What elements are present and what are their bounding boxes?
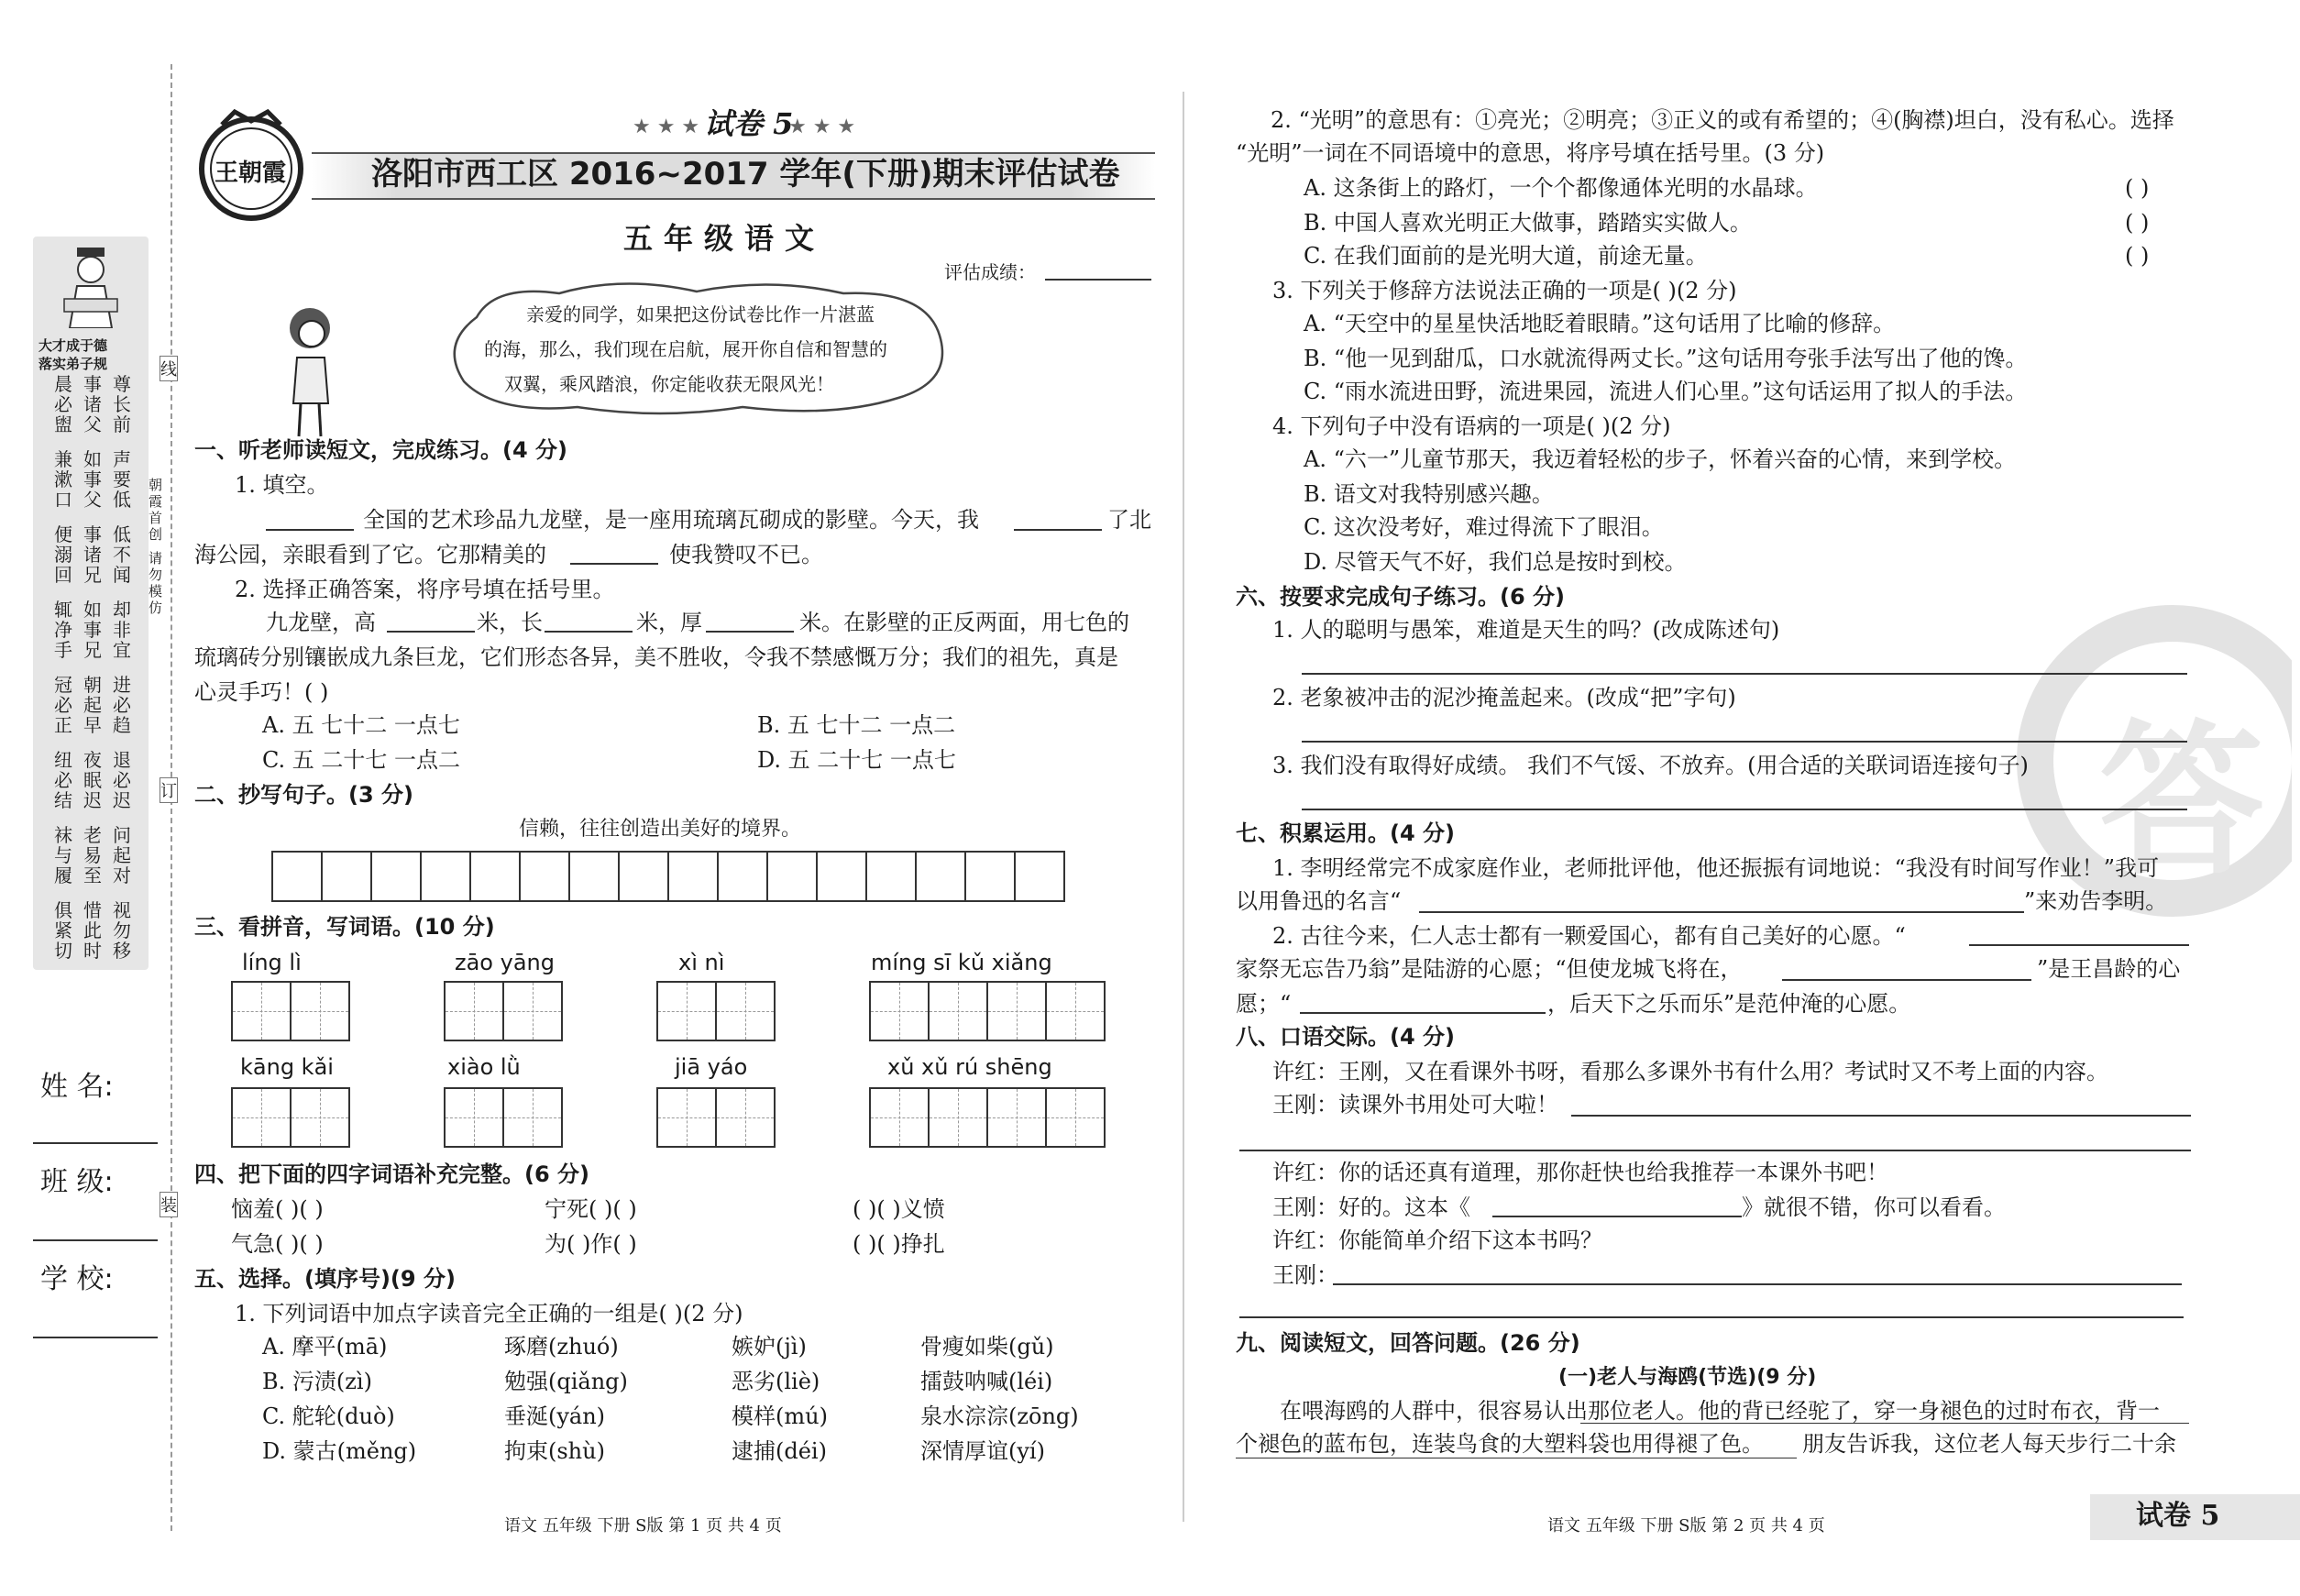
greeting-line-1: 亲爱的同学，如果把这份试卷比作一片湛蓝 bbox=[526, 303, 875, 325]
section-7-title: 七、积累运用。(4 分) bbox=[1236, 820, 1455, 846]
q2-option-a: A. 这条街上的路灯，一个个都像通体光明的水晶球。 bbox=[1304, 175, 1818, 201]
s7-line4b: ”是王昌龄的心 bbox=[2037, 956, 2181, 982]
s5-d3: 逮捕(déi) bbox=[732, 1438, 827, 1464]
pinyin-xini: xì nì bbox=[678, 950, 725, 975]
stars-right: ★ ★ ★ bbox=[788, 116, 856, 138]
s1-option-b[interactable]: B. 五 七十二 一点二 bbox=[757, 712, 956, 738]
s1-q1: 1. 填空。 bbox=[235, 472, 329, 498]
s5-c4: 泉水淙淙(zōng) bbox=[920, 1403, 1079, 1429]
s4-item-2[interactable]: 宁死( )( ) bbox=[545, 1196, 637, 1222]
q2-paren-b[interactable]: ( ) bbox=[2125, 210, 2150, 236]
q2-line1: 2. “光明”的意思有：①亮光；②明亮；③正义的或有希望的；④(胸襟)坦白，没有私心。选择 bbox=[1271, 107, 2174, 133]
grid-mingsikuxiang[interactable] bbox=[869, 981, 1106, 1041]
s5-b1[interactable]: B. 污渍(zì) bbox=[262, 1369, 372, 1394]
brand-logo bbox=[194, 108, 308, 222]
q2-line2: “光明”一词在不同语境中的意思，将序号填在括号里。(3 分) bbox=[1236, 140, 1825, 166]
s1-option-d[interactable]: D. 五 二十七 一点七 bbox=[757, 747, 956, 773]
sidebar-column: 声要低 bbox=[113, 448, 131, 511]
s5-b3: 恶劣(liè) bbox=[732, 1369, 820, 1394]
footer-left: 语文 五年级 下册 S版 第 1 页 共 4 页 bbox=[504, 1516, 782, 1535]
s1-blank-thickness[interactable] bbox=[706, 631, 794, 633]
footer-right: 语文 五年级 下册 S版 第 2 页 共 4 页 bbox=[1547, 1516, 1825, 1535]
sidebar-column: 冠必正 bbox=[54, 674, 72, 736]
s4-item-5[interactable]: 为( )作( ) bbox=[545, 1231, 637, 1257]
school-label: 学 校: bbox=[40, 1263, 114, 1295]
s1-q1-line1b: 了北 bbox=[1107, 507, 1151, 533]
s7-line4a: 家祭无忘告乃翁”是陆游的心愿；“但使龙城飞将在， bbox=[1236, 956, 1743, 982]
grid-kangkai[interactable] bbox=[231, 1087, 350, 1148]
q4-option-d[interactable]: D. 尽管天气不好，我们总是按时到校。 bbox=[1304, 549, 1687, 575]
s8-answer-line-3[interactable] bbox=[1333, 1283, 2182, 1285]
section-1-title: 一、听老师读短文，完成练习。(4 分) bbox=[194, 437, 567, 463]
sidebar-column: 朝起早 bbox=[83, 674, 102, 736]
score-field[interactable] bbox=[1045, 279, 1151, 281]
sidebar-column: 如事父 bbox=[83, 448, 102, 511]
s4-item-1[interactable]: 恼羞( )( ) bbox=[231, 1196, 324, 1222]
cut-mark-1: 线 bbox=[160, 356, 178, 381]
sidebar-column: 事诸父 bbox=[83, 373, 102, 435]
name-label: 姓 名: bbox=[40, 1071, 114, 1103]
grid-zaoyang[interactable] bbox=[444, 981, 563, 1041]
sidebar-motto-panel bbox=[33, 237, 149, 970]
s8-line5: 许红：你能简单介绍下这本书吗？ bbox=[1272, 1227, 1602, 1253]
s5-c1[interactable]: C. 舵轮(duò) bbox=[262, 1403, 395, 1429]
corner-paper-number: 试卷 5 bbox=[2136, 1500, 2220, 1532]
s8-blank-book[interactable] bbox=[1492, 1216, 1742, 1217]
greeting-line-3: 双翼，乘风踏浪，你定能收获无限风光！ bbox=[504, 373, 834, 395]
sidebar-column: 辄净手 bbox=[54, 599, 72, 661]
s1-blank-3[interactable] bbox=[570, 563, 658, 565]
s4-item-3[interactable]: ( )( )义愤 bbox=[853, 1196, 945, 1222]
s7-blank-luyou[interactable] bbox=[1969, 944, 2189, 946]
s1-blank-height[interactable] bbox=[387, 631, 475, 633]
section-2-title: 二、抄写句子。(3 分) bbox=[194, 782, 413, 808]
pinyin-xiaolv: xiào lǜ bbox=[447, 1054, 521, 1080]
greeting-line-2: 的海，那么，我们现在启航，展开你自信和智慧的 bbox=[484, 338, 887, 360]
s7-line3a: 2. 古往今来，仁人志士都有一颗爱国心，都有自己美好的心愿。“ bbox=[1272, 923, 1906, 949]
s7-blank-wangchangling[interactable] bbox=[1782, 979, 2031, 981]
sidebar-column: 夜眠迟 bbox=[83, 749, 102, 811]
s2-sentence: 信赖，往往创造出美好的境界。 bbox=[519, 818, 802, 841]
s7-line2a: 以用鲁迅的名言“ bbox=[1236, 888, 1402, 914]
sidebar-column: 却非宜 bbox=[113, 599, 131, 661]
s8-answer-line-1[interactable] bbox=[1571, 1115, 2191, 1117]
s1-q1-line2b: 使我赞叹不已。 bbox=[669, 542, 823, 567]
name-field[interactable] bbox=[33, 1142, 158, 1144]
section-8-title: 八、口语交际。(4 分) bbox=[1236, 1024, 1455, 1050]
s9-underline-1 bbox=[1580, 1423, 2189, 1424]
sidebar-column: 退必迟 bbox=[113, 749, 131, 811]
s5-d1[interactable]: D. 蒙古(měng) bbox=[262, 1438, 417, 1464]
s8-answer-line-4[interactable] bbox=[1239, 1316, 2184, 1318]
s8-line1: 许红：王刚，又在看课外书呀，看那么多课外书有什么用？考试时又不考上面的内容。 bbox=[1272, 1059, 2108, 1084]
q3-option-c[interactable]: C. “雨水流进田野，流进果园，流进人们心里。”这句话运用了拟人的手法。 bbox=[1304, 379, 2028, 404]
s1-q1-line2a: 海公园，亲眼看到了它。它那精美的 bbox=[194, 542, 546, 567]
sidebar-column: 便溺回 bbox=[54, 523, 72, 586]
sidebar-column: 问起对 bbox=[113, 824, 131, 886]
s7-line5a: 愿；“ bbox=[1236, 991, 1292, 1017]
section-3-title: 三、看拼音，写词语。(10 分) bbox=[194, 914, 495, 940]
s7-line1: 1. 李明经常完不成家庭作业，老师批评他，他还振振有词地说：“我没有时间写作业！”我可 bbox=[1272, 855, 2160, 881]
s5-c2: 垂涎(yán) bbox=[504, 1403, 606, 1429]
sidebar-column: 如事兄 bbox=[83, 599, 102, 661]
s1-blank-2[interactable] bbox=[1014, 529, 1102, 531]
s5-a3: 嫉妒(jì) bbox=[732, 1334, 807, 1359]
copyright-note-2: 请勿模仿 bbox=[149, 550, 163, 616]
sidebar-column: 晨必盥 bbox=[54, 373, 72, 435]
score-label: 评估成绩： bbox=[944, 261, 1036, 283]
s5-a2: 琢磨(zhuó) bbox=[504, 1334, 619, 1359]
pinyin-xuxurusheng: xǔ xǔ rú shēng bbox=[887, 1054, 1052, 1080]
sidebar-column: 事诸兄 bbox=[83, 523, 102, 586]
s5-a4: 骨瘦如柴(gǔ) bbox=[920, 1334, 1054, 1359]
s6-answer-line-2[interactable] bbox=[1302, 741, 2187, 743]
q2-paren-a[interactable]: ( ) bbox=[2125, 175, 2150, 201]
s8-line2: 王刚：读课外书用处可大啦！ bbox=[1272, 1092, 1558, 1117]
sidebar-column: 低不闻 bbox=[113, 523, 131, 586]
s1-q2-line1b: 米，长 bbox=[477, 610, 543, 635]
grid-xiaolv[interactable] bbox=[444, 1087, 563, 1148]
section-6-title: 六、按要求完成句子练习。(6 分) bbox=[1236, 584, 1565, 610]
s4-item-6[interactable]: ( )( )挣扎 bbox=[853, 1231, 945, 1257]
sidebar-column: 俱紧切 bbox=[54, 899, 72, 962]
s8-line3: 许红：你的话还真有道理，那你赶快也给我推荐一本课外书吧！ bbox=[1272, 1160, 1888, 1185]
s9-paragraph-line2b: 朋友告诉我，这位老人每天步行二十余 bbox=[1802, 1431, 2176, 1457]
sidebar-column: 老易至 bbox=[83, 824, 102, 886]
s1-q2-line1c: 米，厚 bbox=[636, 610, 702, 635]
logo-text: 王朝霞 bbox=[215, 160, 287, 187]
s4-item-4[interactable]: 气急( )( ) bbox=[231, 1231, 324, 1257]
section-4-title: 四、把下面的四字词语补充完整。(6 分) bbox=[194, 1161, 589, 1187]
s1-option-a[interactable]: A. 五 七十二 一点七 bbox=[262, 712, 460, 738]
scholar-illustration bbox=[61, 246, 121, 328]
s7-blank-luxun[interactable] bbox=[1419, 911, 2024, 913]
q2-option-c: C. 在我们面前的是光明大道，前途无量。 bbox=[1304, 243, 1708, 269]
s5-b2: 勉强(qiǎng) bbox=[504, 1369, 628, 1394]
section-5-title: 五、选择。(填序号)(9 分) bbox=[194, 1266, 456, 1292]
q4-option-c[interactable]: C. 这次没考好，难过得流下了眼泪。 bbox=[1304, 514, 1664, 540]
s9-passage-title: (一)老人与海鸥(节选)(9 分) bbox=[1558, 1366, 1817, 1389]
s5-d2: 拘束(shù) bbox=[504, 1438, 605, 1464]
q3-option-b[interactable]: B. “他一见到甜瓜，口水就流得两丈长。”这句话用夸张手法写出了他的馋。 bbox=[1304, 346, 2028, 371]
sidebar-column: 视勿移 bbox=[113, 899, 131, 962]
s6-answer-line-3[interactable] bbox=[1302, 809, 2187, 810]
sidebar-column: 进必趋 bbox=[113, 674, 131, 736]
s1-q2-line1a: 九龙壁，高 bbox=[266, 610, 376, 635]
copyright-note-1: 朝霞首创 bbox=[149, 477, 163, 543]
s1-q1-line1a: 全国的艺术珍品九龙壁，是一座用琉璃瓦砌成的影壁。今天，我 bbox=[363, 507, 979, 533]
s6-item-2: 2. 老象被冲击的泥沙掩盖起来。(改成“把”字句) bbox=[1272, 685, 1736, 710]
s8-answer-line-2[interactable] bbox=[1239, 1150, 2191, 1151]
s8-line4a: 王刚：好的。这本《 bbox=[1272, 1194, 1470, 1220]
q4: 4. 下列句子中没有语病的一项是( )(2 分) bbox=[1272, 413, 1671, 439]
motto-line-1: 大才成于德 bbox=[39, 337, 108, 354]
q4-option-a[interactable]: A. “六一”儿童节那天，我迈着轻松的步子，怀着兴奋的心情，来到学校。 bbox=[1304, 446, 2017, 472]
s5-b4: 擂鼓呐喊(léi) bbox=[920, 1369, 1053, 1394]
q2-option-b: B. 中国人喜欢光明正大做事，踏踏实实做人。 bbox=[1304, 210, 1752, 236]
girl-mascot bbox=[284, 303, 341, 438]
sidebar-column: 纽必结 bbox=[54, 749, 72, 811]
school-field[interactable] bbox=[33, 1337, 158, 1338]
s8-line6: 王刚： bbox=[1272, 1262, 1338, 1288]
pinyin-jiayao: jiā yáo bbox=[675, 1054, 748, 1080]
s6-item-3: 3. 我们没有取得好成绩。 我们不气馁、不放弃。(用合适的关联词语连接句子) bbox=[1272, 753, 2029, 778]
pinyin-mingsikuxiang: míng sī kǔ xiǎng bbox=[871, 950, 1052, 975]
paper-number: 试卷 5 bbox=[704, 106, 794, 141]
grid-xuxurusheng[interactable] bbox=[869, 1087, 1106, 1148]
page-divider bbox=[1183, 92, 1184, 1522]
s5-a1[interactable]: A. 摩平(mā) bbox=[262, 1334, 388, 1359]
motto-line-2: 落实弟子规 bbox=[39, 356, 108, 372]
grid-jiayao[interactable] bbox=[656, 1087, 776, 1148]
class-label: 班 级: bbox=[40, 1166, 114, 1198]
stars-left: ★ ★ ★ bbox=[633, 116, 700, 138]
cut-mark-2: 订 bbox=[160, 777, 178, 803]
s1-blank-1[interactable] bbox=[266, 529, 354, 531]
pinyin-zaoyang: zāo yāng bbox=[455, 950, 555, 975]
s7-blank-fanzhongyan[interactable] bbox=[1300, 1012, 1546, 1014]
s9-paragraph-line1: 在喂海鸥的人群中，很容易认出那位老人。他的背已经驼了，穿一身褪色的过时布衣，背一 bbox=[1280, 1398, 2160, 1424]
s1-q2-line2: 琉璃砖分别镶嵌成九条巨龙，它们形态各异，美不胜收，令我不禁感慨万分；我们的祖先，真是 bbox=[194, 644, 1118, 670]
s9-paragraph-line2a: 个褪色的蓝布包，连装鸟食的大塑料袋也用得褪了色。 bbox=[1236, 1431, 1764, 1457]
s8-line4b: 》就很不错，你可以看看。 bbox=[1742, 1194, 2006, 1220]
q2-paren-c[interactable]: ( ) bbox=[2125, 243, 2150, 269]
s1-blank-length[interactable] bbox=[545, 631, 633, 633]
pinyin-lingli: líng lì bbox=[242, 950, 302, 975]
class-field[interactable] bbox=[33, 1239, 158, 1241]
q3-option-a[interactable]: A. “天空中的星星快活地眨着眼睛。”这句话用了比喻的修辞。 bbox=[1304, 311, 1896, 336]
sidebar-column: 袜与履 bbox=[54, 824, 72, 886]
s6-item-1: 1. 人的聪明与愚笨，难道是天生的吗？(改成陈述句) bbox=[1272, 617, 1780, 643]
pinyin-kangkai: kāng kǎi bbox=[240, 1054, 334, 1080]
sidebar-column: 惜此时 bbox=[83, 899, 102, 962]
section-9-title: 九、阅读短文，回答问题。(26 分) bbox=[1236, 1330, 1580, 1356]
s1-option-c[interactable]: C. 五 二十七 一点二 bbox=[262, 747, 461, 773]
s7-line5b: ，后天下之乐而乐”是范仲淹的心愿。 bbox=[1547, 991, 1911, 1017]
subject-title: 五年级语文 bbox=[623, 221, 826, 256]
s5-d4: 深情厚谊(yí) bbox=[920, 1438, 1045, 1464]
q4-option-b[interactable]: B. 语文对我特别感兴趣。 bbox=[1304, 481, 1554, 507]
s5-q1: 1. 下列词语中加点字读音完全正确的一组是( )(2 分) bbox=[235, 1301, 743, 1326]
s2-copy-grid[interactable] bbox=[271, 851, 1065, 902]
s6-answer-line-1[interactable] bbox=[1302, 673, 2187, 675]
s1-q2-line3: 心灵手巧！( ) bbox=[194, 679, 329, 705]
s5-c3: 模样(mú) bbox=[732, 1403, 828, 1429]
s7-line2b: ”来劝告李明。 bbox=[2024, 888, 2168, 914]
grid-lingli[interactable] bbox=[231, 981, 350, 1041]
sidebar-column: 尊长前 bbox=[113, 373, 131, 435]
sidebar-column: 兼漱口 bbox=[54, 448, 72, 511]
s1-q2-line1d: 米。在影壁的正反两面，用七色的 bbox=[799, 610, 1129, 635]
q3: 3. 下列关于修辞方法说法正确的一项是( )(2 分) bbox=[1272, 278, 1737, 303]
cut-mark-3: 装 bbox=[160, 1192, 178, 1217]
stamp-char: 答 bbox=[2099, 704, 2265, 897]
s1-q2: 2. 选择正确答案，将序号填在括号里。 bbox=[235, 577, 615, 602]
exam-title: 洛阳市西工区 2016~2017 学年(下册)期末评估试卷 bbox=[371, 156, 1120, 193]
grid-xini[interactable] bbox=[656, 981, 776, 1041]
